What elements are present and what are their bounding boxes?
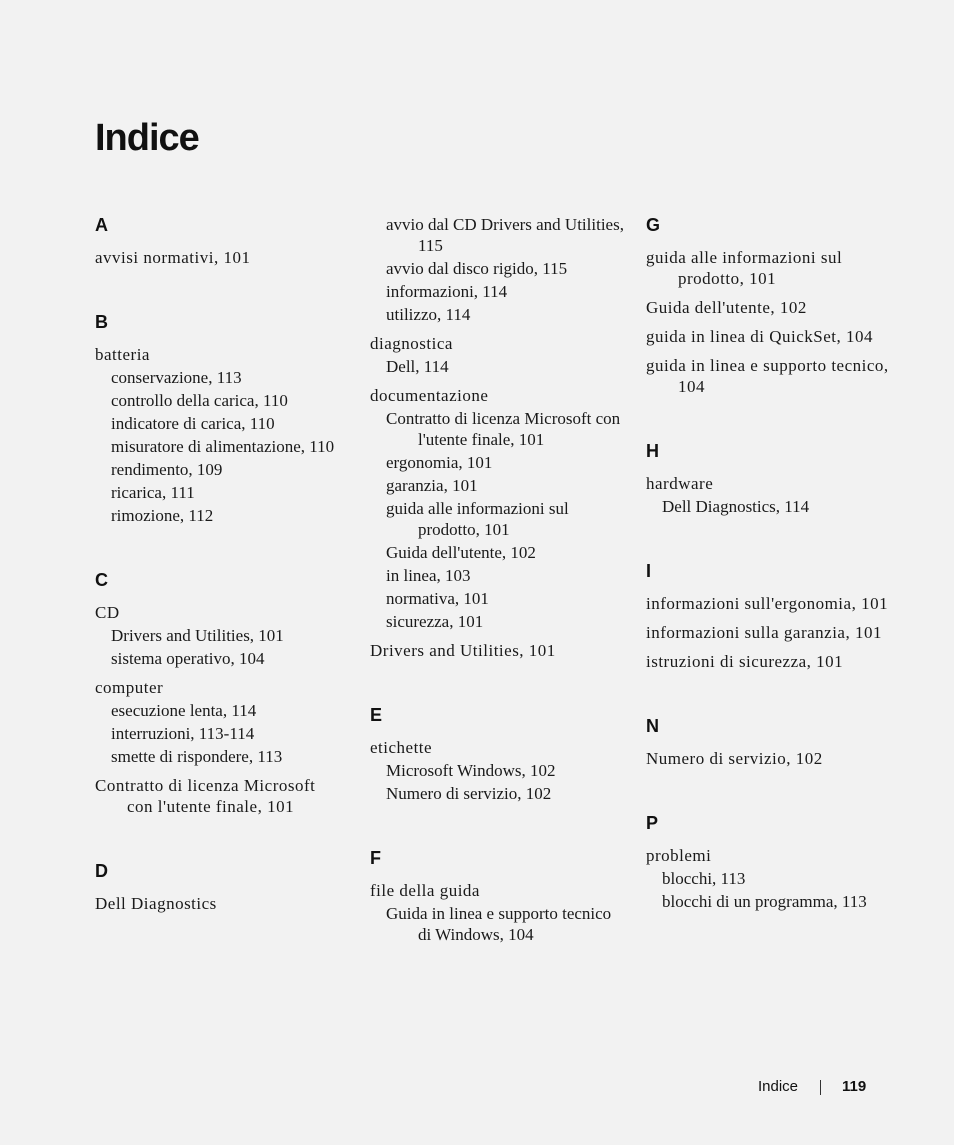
- index-term: diagnostica: [370, 334, 453, 353]
- index-entry: [646, 622, 896, 643]
- section-letter-d: D: [95, 861, 108, 881]
- section-letter-b: B: [95, 312, 108, 332]
- index-entry: [95, 247, 345, 268]
- index-subterm: ergonomia, 101: [386, 453, 493, 472]
- index-subterm: in linea, 103: [386, 566, 471, 585]
- index-entry-continuation: [370, 214, 625, 325]
- index-subterm: controllo della carica, 110: [111, 391, 288, 410]
- index-entry: [95, 893, 345, 914]
- section-letter-i: I: [646, 561, 652, 581]
- index-term: batteria: [95, 345, 150, 364]
- index-term: avvisi normativi, 101: [95, 248, 251, 267]
- page-title: Indice: [95, 117, 199, 159]
- section-letter-f: F: [370, 848, 381, 868]
- index-term: Drivers and Utilities, 101: [370, 641, 556, 660]
- index-term: documentazione: [370, 386, 489, 405]
- index-subterm: conservazione, 113: [111, 368, 242, 387]
- index-term: informazioni sull'ergonomia, 101: [646, 594, 889, 613]
- index-entry: [646, 355, 896, 397]
- index-subterm: ricarica, 111: [111, 483, 195, 502]
- section-letter-e: E: [370, 705, 383, 725]
- index-subterm: sistema operativo, 104: [111, 649, 265, 668]
- index-term: Numero di servizio, 102: [646, 749, 823, 768]
- index-entry: [646, 748, 896, 769]
- index-subterm: Numero di servizio, 102: [386, 784, 552, 803]
- index-entry: [370, 737, 625, 804]
- index-subterm: normativa, 101: [386, 589, 489, 608]
- index-subterm: blocchi, 113: [662, 869, 746, 888]
- footer-divider: [820, 1080, 821, 1095]
- section-letter-h: H: [646, 441, 659, 461]
- index-subterm: rimozione, 112: [111, 506, 214, 525]
- index-entry: [95, 775, 345, 817]
- index-subterm: avvio dal CD Drivers and Utilities, 115: [386, 215, 624, 255]
- index-entry: [370, 880, 625, 945]
- index-term: Dell Diagnostics: [95, 894, 217, 913]
- index-subterm: Drivers and Utilities, 101: [111, 626, 284, 645]
- index-subterm: informazioni, 114: [386, 282, 508, 301]
- index-entry: [646, 247, 896, 289]
- index-entry: [95, 677, 345, 767]
- index-column-3: [646, 214, 896, 920]
- section-letter-n: N: [646, 716, 659, 736]
- index-entry: [370, 640, 625, 661]
- index-column-1: [95, 214, 345, 922]
- index-subterm: rendimento, 109: [111, 460, 223, 479]
- index-term: guida alle informazioni sul prodotto, 101: [646, 248, 843, 288]
- section-letter-c: C: [95, 570, 108, 590]
- index-term: problemi: [646, 846, 712, 865]
- section-letter-g: G: [646, 215, 661, 235]
- footer-page-number: 119: [842, 1078, 867, 1095]
- index-subterm: Microsoft Windows, 102: [386, 761, 556, 780]
- index-term: guida in linea e supporto tecnico, 104: [646, 356, 889, 396]
- index-subterm: smette di rispondere, 113: [111, 747, 283, 766]
- index-term: CD: [95, 603, 120, 622]
- index-entry: [646, 593, 896, 614]
- index-subterm: Guida in linea e supporto tecnico di Windows, 104: [386, 904, 612, 944]
- index-subterm: garanzia, 101: [386, 476, 478, 495]
- index-term: guida in linea di QuickSet, 104: [646, 327, 874, 346]
- index-subterm: esecuzione lenta, 114: [111, 701, 257, 720]
- index-subterm: misuratore di alimentazione, 110: [111, 437, 335, 456]
- index-subterm: guida alle informazioni sul prodotto, 101: [386, 499, 569, 539]
- index-entry: [646, 651, 896, 672]
- index-term: file della guida: [370, 881, 480, 900]
- index-column-2: [370, 214, 625, 953]
- index-subterm: Contratto di licenza Microsoft con l'utente finale, 101: [386, 409, 621, 449]
- section-letter-p: P: [646, 813, 659, 833]
- index-subterm: sicurezza, 101: [386, 612, 484, 631]
- index-subterm: Dell, 114: [386, 357, 449, 376]
- index-term: istruzioni di sicurezza, 101: [646, 652, 844, 671]
- index-subterm: interruzioni, 113-114: [111, 724, 255, 743]
- index-term: etichette: [370, 738, 433, 757]
- section-letter-a: A: [95, 215, 108, 235]
- index-subterm: Dell Diagnostics, 114: [662, 497, 810, 516]
- index-entry: [646, 845, 896, 912]
- index-entry: [646, 297, 896, 318]
- index-entry: [370, 385, 625, 632]
- index-term: hardware: [646, 474, 714, 493]
- index-subterm: avvio dal disco rigido, 115: [386, 259, 568, 278]
- index-entry: [646, 473, 896, 517]
- index-term: Contratto di licenza Microsoft con l'utente finale, 101: [95, 776, 316, 816]
- index-entry: [646, 326, 896, 347]
- index-entry: [370, 333, 625, 377]
- index-subterm: Guida dell'utente, 102: [386, 543, 536, 562]
- index-term: informazioni sulla garanzia, 101: [646, 623, 882, 642]
- index-term: computer: [95, 678, 164, 697]
- index-entry: [95, 602, 345, 669]
- footer-section-label: Indice: [758, 1078, 799, 1095]
- index-subterm: blocchi di un programma, 113: [662, 892, 867, 911]
- index-entry: [95, 344, 345, 526]
- index-subterm: utilizzo, 114: [386, 305, 471, 324]
- index-term: Guida dell'utente, 102: [646, 298, 807, 317]
- index-subterm: indicatore di carica, 110: [111, 414, 275, 433]
